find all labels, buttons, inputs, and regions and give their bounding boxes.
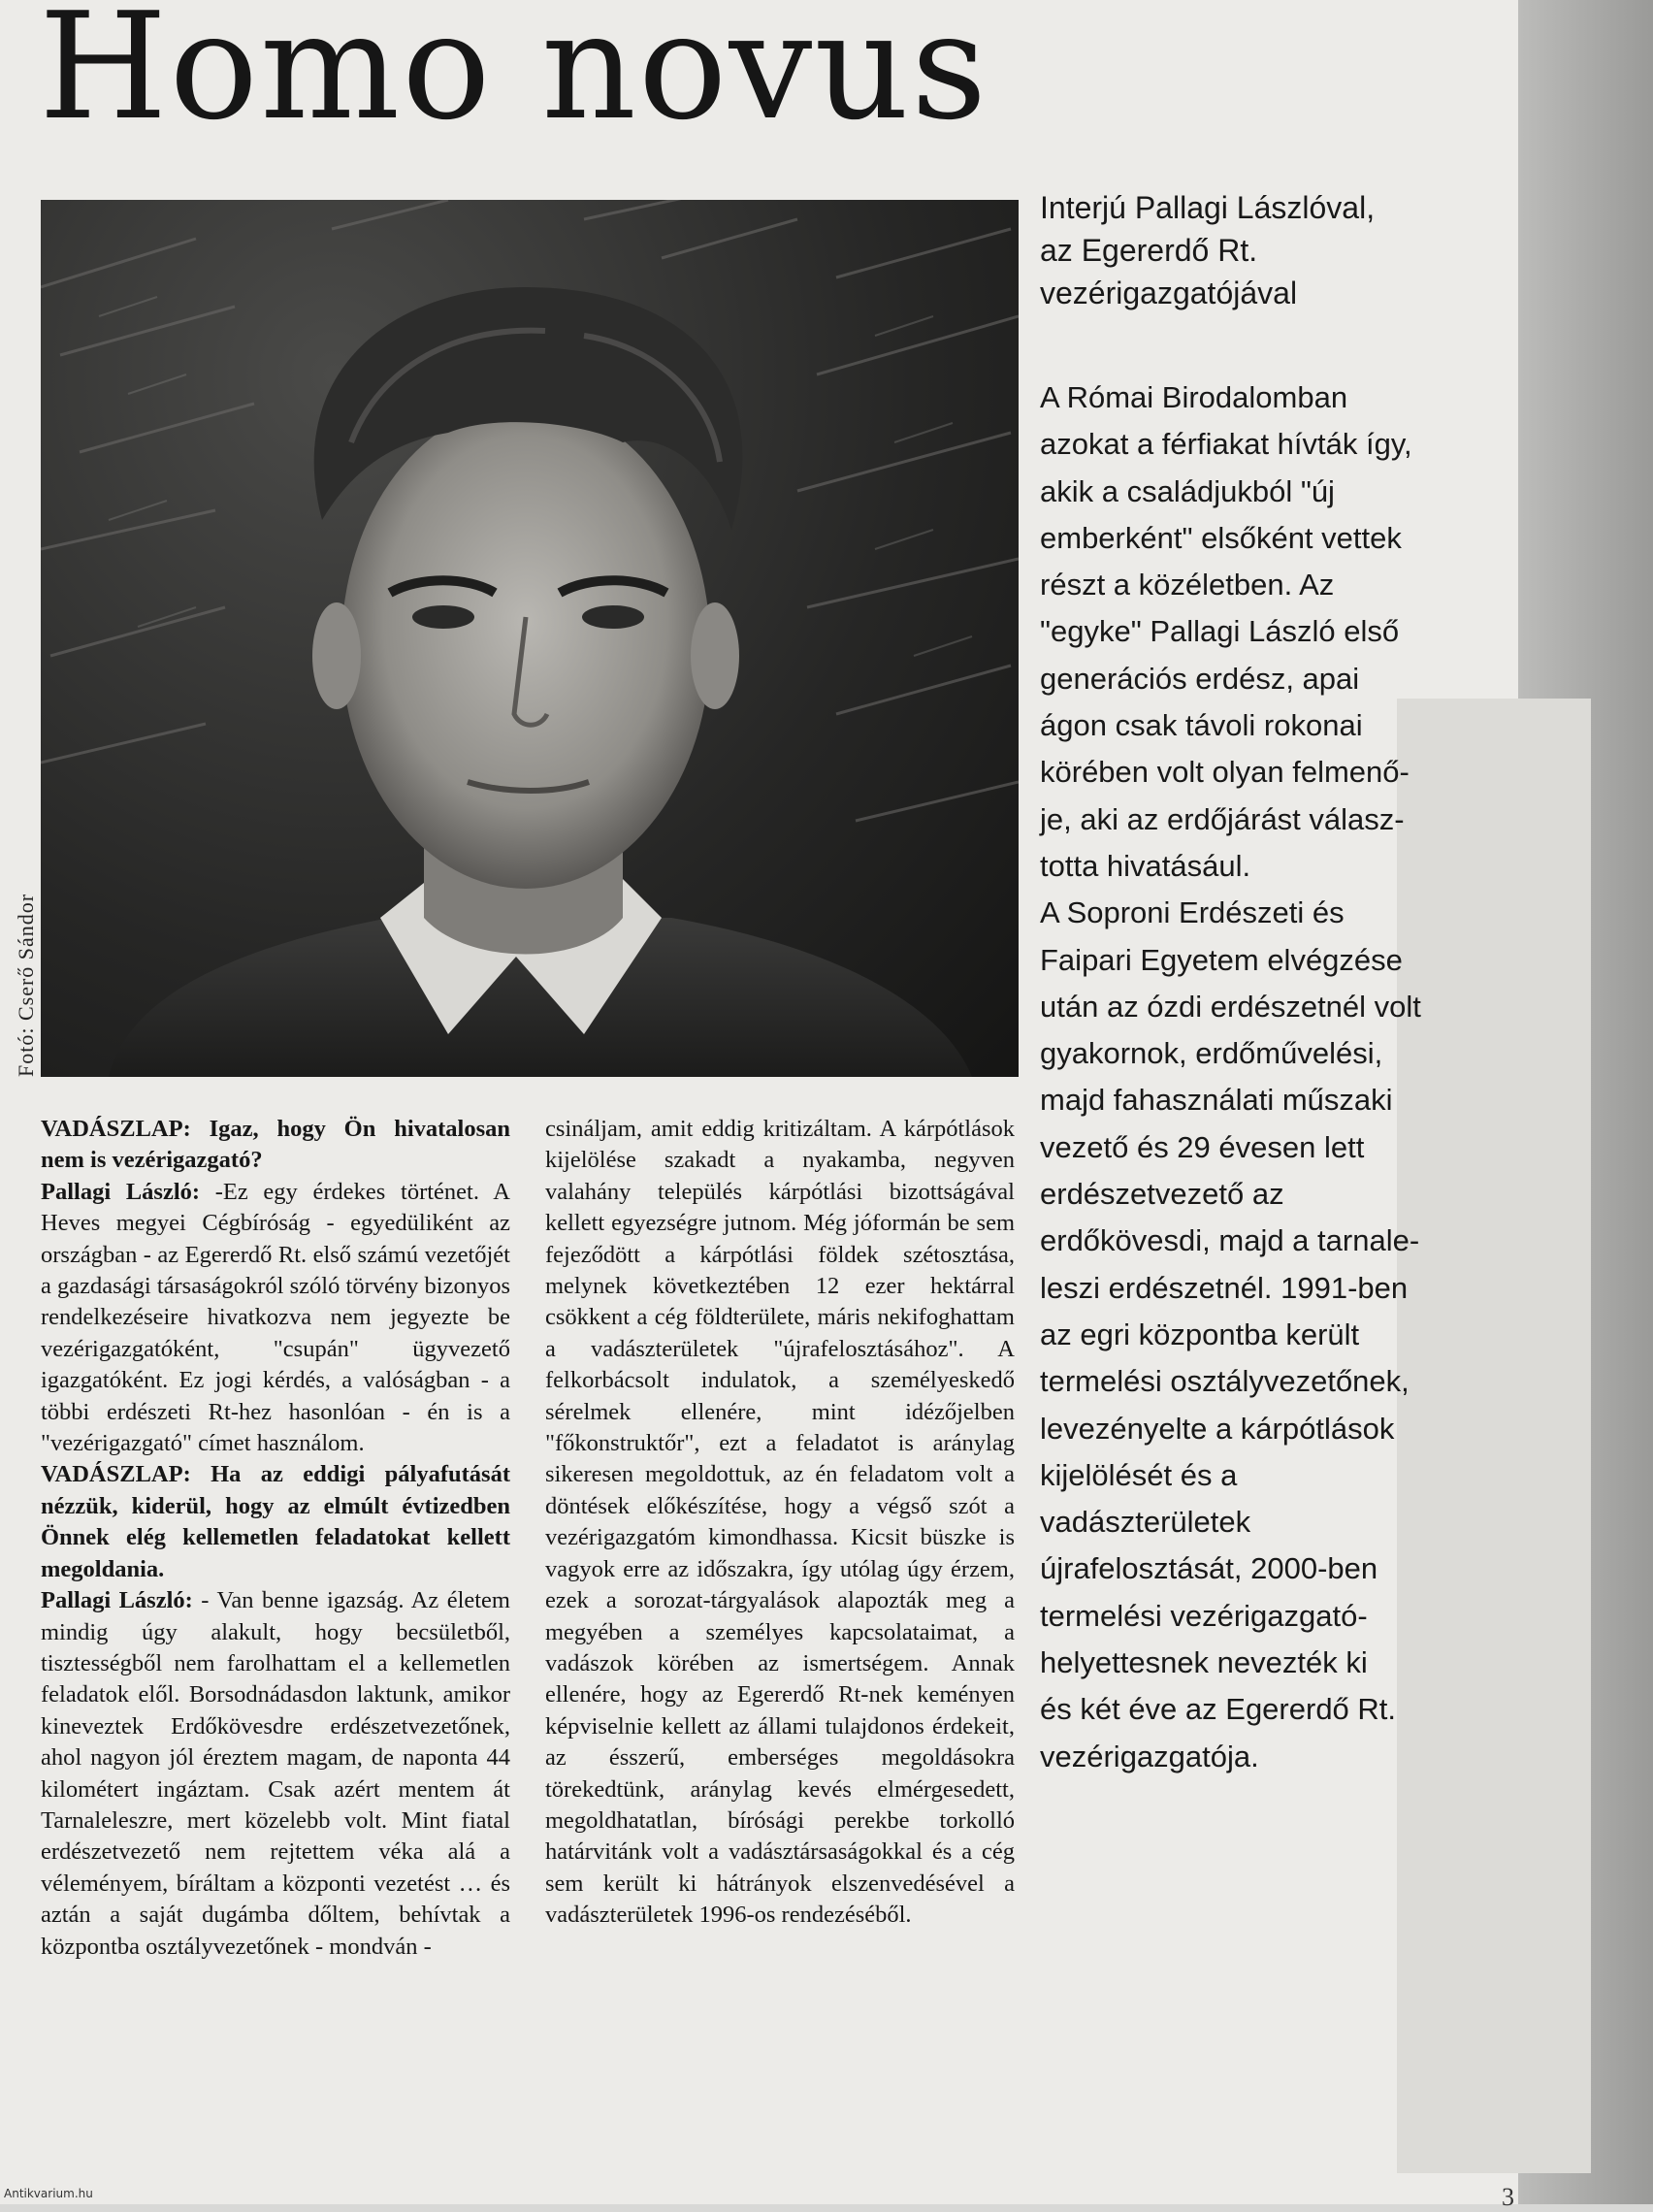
article-title: Homo novus bbox=[39, 0, 989, 152]
lead-line: után az ózdi erdészetnél volt bbox=[1040, 989, 1421, 1024]
speaker-name: Pallagi László: bbox=[41, 1178, 201, 1205]
lead-line: A Soproni Erdészeti és bbox=[1040, 895, 1345, 930]
lead-line: termelési vezérigazgató- bbox=[1040, 1598, 1368, 1633]
lead-line: termelési osztályvezetőnek, bbox=[1040, 1364, 1410, 1399]
portrait-photo bbox=[41, 200, 1019, 1077]
lead-line: vadászterületek bbox=[1040, 1505, 1251, 1540]
body-column-2 bbox=[545, 1114, 1015, 1932]
lead-line: az egri központba került bbox=[1040, 1317, 1360, 1351]
speaker-name: Pallagi László: bbox=[41, 1587, 193, 1614]
lead-line: Faipari Egyetem elvégzése bbox=[1040, 942, 1403, 977]
interview-answer bbox=[41, 1177, 510, 1460]
answer-text: - Van benne igazság. Az életem mindig úgy alakult, hogy becsületből, tisztességből nem farolhattam el a kellemetlen feladatok elől. Borsodnádasdon laktunk, amikor kineveztek Erdőkövesdre erdészetvezetőnek, ahol nagyon jól éreztem magam, de naponta 44 kilométert ingáztam. Csak azért mentem át Tarnaleleszre, mert közelebb volt. Mint fiatal erdészetvezető nem rejtettem véka alá a véleményem, bíráltam a központi vezetést … és aztán a saját dugámba dőltem, behívtak a központba osztályvezetőnek - mondván - bbox=[41, 1587, 510, 1960]
lead-line: újrafelosztását, 2000-ben bbox=[1040, 1551, 1378, 1586]
answer-continuation: csináljam, amit eddig kritizáltam. A kárpótlások kijelölése szakadt a nyakamba, negyven valahány település kárpótlási bizottságával kellett egyezségre jutnom. Még jóformán be sem fejeződött a kárpótlási földek szétosztása, melynek következtében 12 ezer hektárral csökkent a cég földterülete, máris nekifoghattam a vadászterületek "újrafelosztásához". A felkorbácsolt indulatok, a személyeskedő sérelmek ellenére, mint idézőjelben "főkonstruktőr", ezt a feladatot is aránylag sikeresen megoldottuk, az én feladatom volt a döntések előkészítése, hogy a végső szót a vezérigazgatóm kimondhassa. Kicsit büszke is vagyok erre az időszakra, így utólag úgy érzem, ezek a sorozat-tárgyalások alapozták meg a megyében a személyes kapcsolataimat, a vadászok körében az ismertségem. Annak ellenére, hogy az Egererdő Rt-nek keményen képviselnie kellett az állami tulajdonos érdekeit, az ésszerű, emberséges megoldásokra törekedtünk, aránylag kevés elmérgesedett, megoldhatatlan, bírósági perekbe torkolló határvitánk volt a vadásztársaságokkal és a cég sem került ki hátrányok elszenvedésével a vadászterületek 1996-os rendezéséből. bbox=[545, 1116, 1015, 1929]
subtitle-line: Interjú Pallagi Lászlóval, bbox=[1040, 190, 1376, 225]
lead-line: leszi erdészetnél. 1991-ben bbox=[1040, 1270, 1409, 1305]
interview-question: VADÁSZLAP: Ha az eddigi pályafutását nézzük, kiderül, hogy az elmúlt évtizedben Önnek elég kellemetlen feladatokat kellett megoldania. bbox=[41, 1461, 510, 1582]
lead-line: A Római Birodalomban bbox=[1040, 380, 1348, 414]
lead-line: levezényelte a kárpótlások bbox=[1040, 1411, 1395, 1446]
lead-line: vezető és 29 évesen lett bbox=[1040, 1129, 1365, 1164]
lead-line: erdőkövesdi, majd a tarnale- bbox=[1040, 1223, 1420, 1258]
lead-line: gyakornok, erdőművelési, bbox=[1040, 1036, 1383, 1071]
lead-line: akik a családjukból "új bbox=[1040, 473, 1335, 508]
lead-line: és két éve az Egererdő Rt. bbox=[1040, 1692, 1397, 1727]
portrait-illustration bbox=[41, 200, 1019, 1077]
subtitle-line: az Egererdő Rt. bbox=[1040, 233, 1258, 268]
lead-line: azokat a férfiakat hívták így, bbox=[1040, 427, 1412, 462]
interview-question: VADÁSZLAP: Igaz, hogy Ön hivatalosan nem is vezérigazgató? bbox=[41, 1116, 510, 1174]
lead-line: majd fahasználati műszaki bbox=[1040, 1083, 1393, 1118]
body-column-1 bbox=[41, 1114, 510, 1963]
lead-line: helyettesnek nevezték ki bbox=[1040, 1645, 1368, 1680]
lead-line: ágon csak távoli rokonai bbox=[1040, 708, 1363, 743]
lead-line: generációs erdész, apai bbox=[1040, 661, 1360, 696]
subtitle-line: vezérigazgatójával bbox=[1040, 276, 1298, 310]
article-subtitle bbox=[1040, 186, 1496, 314]
lead-line: je, aki az erdőjárást válasz- bbox=[1040, 801, 1405, 836]
photo-credit: Fotó: Cserő Sándor bbox=[14, 893, 38, 1077]
lead-paragraph bbox=[1040, 374, 1544, 1780]
interview-answer bbox=[41, 1585, 510, 1963]
lead-line: körében volt olyan felmenő- bbox=[1040, 755, 1410, 790]
lead-line: részt a közéletben. Az bbox=[1040, 568, 1335, 602]
page-number: 3 bbox=[1502, 2183, 1514, 2211]
lead-line: emberként" elsőként vettek bbox=[1040, 520, 1402, 555]
lead-line: kijelölését és a bbox=[1040, 1457, 1238, 1492]
source-watermark: Antikvarium.hu bbox=[4, 2187, 93, 2200]
lead-line: "egyke" Pallagi László első bbox=[1040, 614, 1400, 649]
lead-line: vezérigazgatója. bbox=[1040, 1739, 1259, 1773]
lead-line: totta hivatásául. bbox=[1040, 848, 1251, 883]
answer-text: -Ez egy érdekes történet. A Heves megyei Cégbíróság - egyedüliként az országban - az Egererdő Rt. első számú vezetőjét a gazdasági társaságokról szóló törvény bizonyos rendelkezéseire hivatkozva nem jegyezte be vezérigazgatóként, "csupán" ügyvezető igazgatóként. Ez jogi kérdés, a valóságban - a többi erdészeti Rt-hez hasonlóan - én is a "vezérigazgató" címet használom. bbox=[41, 1178, 510, 1457]
lead-line: erdészetvezető az bbox=[1040, 1177, 1284, 1212]
